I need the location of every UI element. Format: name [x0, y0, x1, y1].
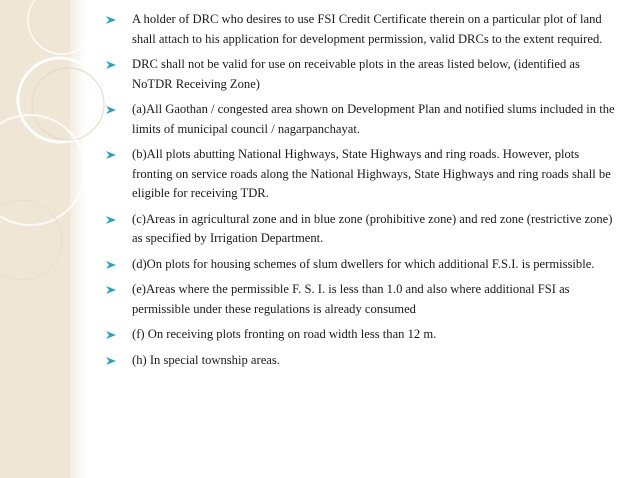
list-item: [106, 100, 622, 139]
list-item: [106, 55, 622, 94]
list-item-text: (d)On plots for housing schemes of slum dwellers for which additional F.S.I. is permissible.: [132, 256, 595, 271]
deco-circle-mid-outer: [18, 58, 102, 142]
deco-circle-top: [28, 0, 96, 54]
bullet-arrow-icon: [106, 331, 116, 339]
bullet-arrow-icon: [106, 61, 116, 69]
bullet-arrow-icon: [106, 357, 116, 365]
bullet-arrow-icon: [106, 286, 116, 294]
list-item: [106, 10, 622, 49]
list-item: [106, 255, 622, 275]
deco-circle-lower: [0, 115, 85, 225]
list-item-text: DRC shall not be valid for use on receivable plots in the areas listed below, (identified as NoTDR Receiving Zone): [132, 57, 580, 91]
list-item: [106, 210, 622, 249]
list-item-text: (b)All plots abutting National Highways, State Highways and ring roads. However, plots fronting on service roads along the National Highways, State Highways and ring roads shall be eligible for receiving TDR.: [132, 147, 611, 200]
list-item-text: (e)Areas where the permissible F. S. I. is less than 1.0 and also where additional FSI as permissible under these regulations is already consumed: [132, 282, 570, 316]
bullet-arrow-icon: [106, 106, 116, 114]
list-item-text: (h) In special township areas.: [132, 352, 280, 367]
bullet-list: [106, 10, 622, 376]
deco-circle-bottom: [0, 200, 62, 280]
list-item-text: A holder of DRC who desires to use FSI Credit Certificate therein on a particular plot of land shall attach to his application for development permission, valid DRCs to the extent required.: [132, 12, 603, 46]
list-item: [106, 280, 622, 319]
list-item-text: (c)Areas in agricultural zone and in blue zone (prohibitive zone) and red zone (restrictive zone) as specified by Irrigation Department.: [132, 211, 613, 245]
bullet-arrow-icon: [106, 16, 116, 24]
bullet-arrow-icon: [106, 216, 116, 224]
bullet-arrow-icon: [106, 151, 116, 159]
list-item-text: (f) On receiving plots fronting on road width less than 12 m.: [132, 327, 437, 341]
list-item-text: (a)All Gaothan / congested area shown on Development Plan and notified slums included in the limits of municipal council / nagarpanchayat.: [132, 102, 615, 136]
list-item: [106, 351, 622, 371]
list-item: [106, 145, 622, 204]
bullet-arrow-icon: [106, 261, 116, 269]
list-item: [106, 325, 622, 345]
